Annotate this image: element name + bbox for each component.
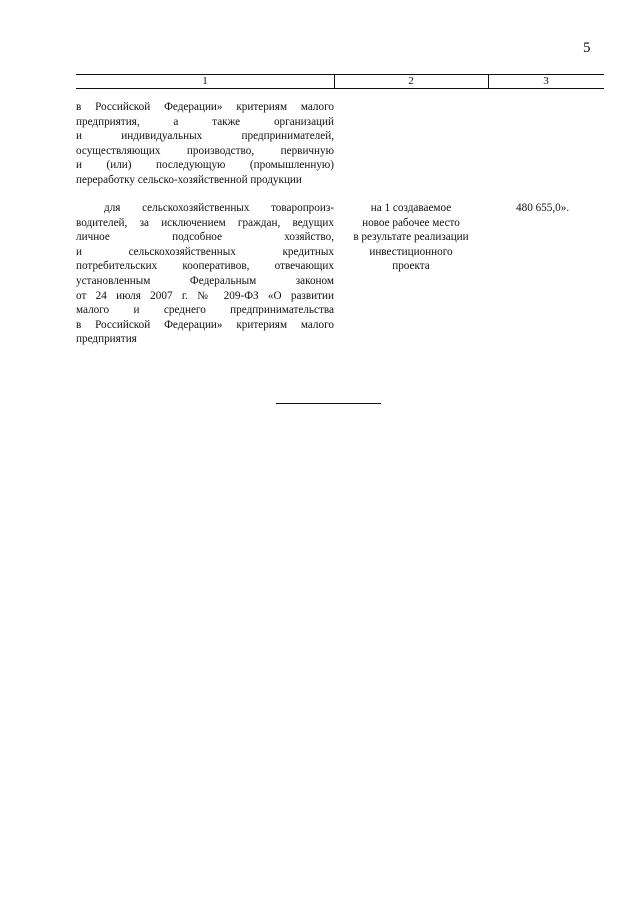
text-line: установленным Федеральным законом xyxy=(76,274,334,287)
text-line: в результате реализации xyxy=(353,231,469,244)
column-header-3: 3 xyxy=(543,75,549,87)
text-line: в Российской Федерации» критериям малого xyxy=(76,318,334,331)
text-line: и (или) последующую (промышленную) xyxy=(76,159,334,172)
text-line: личное подсобное хозяйство, xyxy=(76,231,334,244)
text-line: проекта xyxy=(392,260,430,273)
text-line: водителей, за исключением граждан, ведущих xyxy=(76,216,334,229)
text-line: предприятия, а также организаций xyxy=(76,115,334,128)
text-line: от 24 июля 2007 г. № 209-ФЗ «О развитии xyxy=(76,289,334,302)
text-line: малого и среднего предпринимательства xyxy=(76,304,334,317)
column-header-2: 2 xyxy=(408,75,414,87)
text-line: на 1 создаваемое xyxy=(370,202,452,214)
text-line: и сельскохозяйственных кредитных xyxy=(76,245,334,258)
text-line: и индивидуальных предпринимателей, xyxy=(76,130,334,143)
table-header-row xyxy=(76,74,604,89)
text-line: предприятия xyxy=(76,333,137,346)
text-line: новое рабочее место xyxy=(362,216,460,229)
text-line: переработку сельско-хозяйственной продукции xyxy=(76,173,302,186)
text-line: для сельскохозяйственных товаропроиз- xyxy=(104,202,334,214)
table-row-2-col-2 xyxy=(340,201,482,274)
page-number: 5 xyxy=(583,40,591,56)
text-line: инвестиционного xyxy=(369,245,453,258)
table-row-2-col-1 xyxy=(76,201,334,347)
table-row-1-col-1 xyxy=(76,100,334,188)
end-separator-line xyxy=(276,403,381,404)
text-line: осуществляющих производство, первичную xyxy=(76,144,334,157)
table-row-2-col-3: 480 655,0». xyxy=(516,202,570,214)
text-line: потребительских кооперативов, отвечающих xyxy=(76,260,334,273)
column-header-1: 1 xyxy=(202,75,208,87)
text-line: в Российской Федерации» критериям малого xyxy=(76,101,334,113)
